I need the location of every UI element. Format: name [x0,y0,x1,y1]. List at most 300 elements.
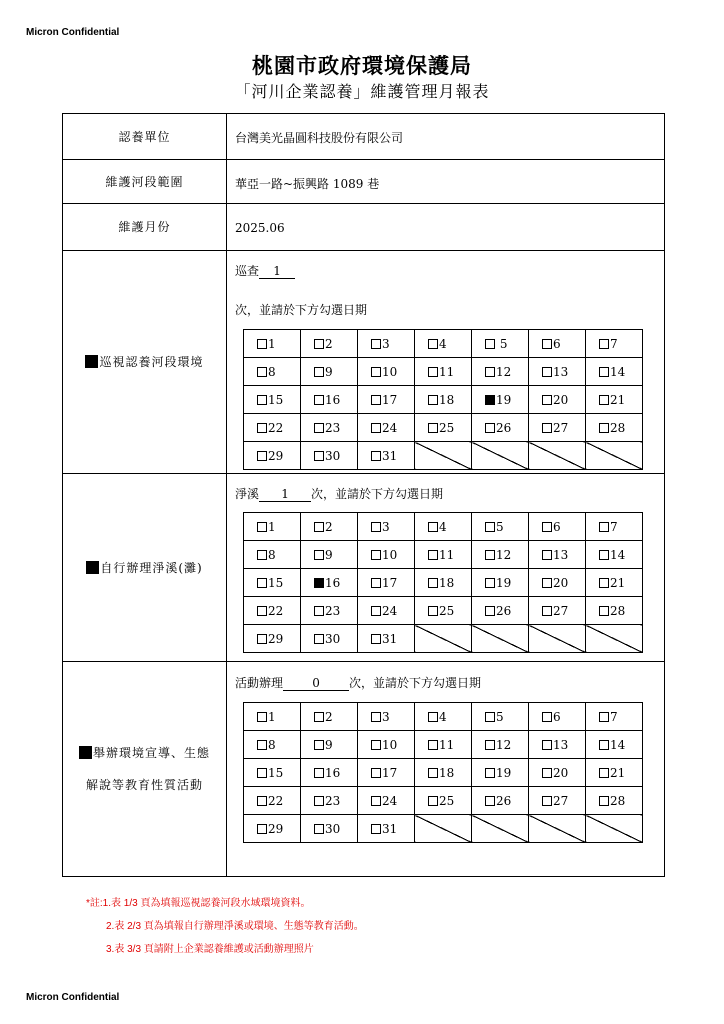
day-cell [301,731,358,759]
day-checkbox[interactable] [542,578,552,588]
day-label: 10 [382,737,398,752]
day-label: 15 [268,392,284,407]
day-checkbox[interactable] [542,395,552,405]
section-checkbox[interactable] [79,746,92,759]
note-2: 2.表 2/3 頁為填報自行辦理淨溪或環境、生態等教育活動。 [106,921,364,932]
day-checkbox[interactable] [371,395,381,405]
day-label: 19 [496,765,512,780]
day-cell [415,703,472,731]
empty-day-cell [415,442,472,470]
day-checkbox[interactable] [257,451,267,461]
day-label: 11 [439,737,455,752]
day-label: 30 [325,448,341,463]
day-cell [244,731,301,759]
day-grid [243,702,643,843]
day-checkbox[interactable] [599,367,609,377]
document-subtitle: 「河川企業認養」維護管理月報表 [234,82,490,101]
day-checkbox[interactable] [371,367,381,377]
day-cell [586,513,643,541]
day-grid-row [244,541,643,569]
day-cell [529,513,586,541]
row-unit [63,114,664,160]
day-checkbox[interactable] [542,768,552,778]
day-cell [586,386,643,414]
day-label: 23 [325,420,341,435]
day-label: 19 [496,575,512,590]
day-label: 29 [268,631,284,646]
section-label: 舉辦環境宣導、生態 解說等教育性質活動 [63,662,227,876]
unit-value: 台灣美光晶圓科技股份有限公司 [235,131,404,145]
day-checkbox[interactable] [257,522,267,532]
day-cell [358,703,415,731]
day-label: 16 [325,765,341,780]
day-cell [415,513,472,541]
day-label: 25 [439,603,455,618]
count-line: 淨溪 1 次，並請於下方勾選日期 [235,487,444,501]
day-grid-row [244,815,643,843]
day-cell [586,414,643,442]
day-cell [244,703,301,731]
day-grid-row [244,703,643,731]
day-checkbox[interactable] [371,522,381,532]
day-cell [415,358,472,386]
day-label: 3 [382,336,390,351]
day-checkbox[interactable] [428,339,438,349]
day-grid-row [244,513,643,541]
day-checkbox[interactable] [314,578,324,588]
day-cell [244,597,301,625]
day-checkbox[interactable] [599,550,609,560]
day-cell [301,358,358,386]
confidential-mark-bottom: Micron Confidential [26,992,120,1003]
day-cell [301,759,358,787]
day-cell [529,787,586,815]
day-label: 8 [268,547,276,562]
day-cell [358,731,415,759]
day-checkbox[interactable] [599,768,609,778]
day-label: 10 [382,547,398,562]
day-label: 21 [610,575,626,590]
day-label: 18 [439,575,455,590]
day-label: 6 [553,336,561,351]
day-cell [244,442,301,470]
day-label: 9 [325,364,333,379]
empty-day-cell [472,625,529,653]
day-label: 5 [496,336,508,351]
instruction-line: 次，並請於下方勾選日期 [235,303,368,317]
day-checkbox[interactable] [314,395,324,405]
day-checkbox[interactable] [542,740,552,750]
day-label: 26 [496,793,512,808]
day-cell [358,386,415,414]
day-checkbox[interactable] [428,712,438,722]
empty-day-cell [529,815,586,843]
day-label: 20 [553,765,569,780]
day-label: 14 [610,364,626,379]
note-3: 3.表 3/3 頁請附上企業認養維護或活動辦理照片 [106,944,314,955]
day-cell [301,625,358,653]
day-label: 14 [610,737,626,752]
day-label: 26 [496,420,512,435]
day-checkbox[interactable] [314,522,324,532]
day-grid-row [244,625,643,653]
day-cell [358,759,415,787]
range-value-cell [227,160,664,203]
row-month [63,204,664,251]
day-label: 1 [268,336,276,351]
day-checkbox[interactable] [314,451,324,461]
day-checkbox[interactable] [314,796,324,806]
day-cell [415,597,472,625]
day-checkbox[interactable] [314,423,324,433]
day-checkbox[interactable] [314,712,324,722]
day-cell [586,597,643,625]
day-label: 30 [325,821,341,836]
day-label: 7 [610,336,618,351]
day-cell [358,414,415,442]
count-line: 巡查 1 [235,262,295,279]
day-checkbox[interactable] [257,367,267,377]
day-checkbox[interactable] [485,423,495,433]
day-checkbox[interactable] [485,796,495,806]
empty-day-cell [586,442,643,470]
month-value: 2025.06 [235,221,285,235]
day-grid [243,512,643,653]
day-checkbox[interactable] [257,796,267,806]
day-cell [472,386,529,414]
day-label: 21 [610,765,626,780]
day-label: 22 [268,420,284,435]
day-label: 26 [496,603,512,618]
day-cell [301,703,358,731]
day-checkbox[interactable] [371,606,381,616]
day-cell [529,569,586,597]
day-checkbox[interactable] [599,395,609,405]
day-checkbox[interactable] [314,768,324,778]
day-label: 12 [496,547,512,562]
day-label: 8 [268,364,276,379]
day-cell [529,759,586,787]
day-cell [358,513,415,541]
day-cell [472,414,529,442]
day-label: 3 [382,519,390,534]
day-label: 17 [382,575,398,590]
day-cell [529,414,586,442]
day-checkbox[interactable] [428,796,438,806]
day-label: 13 [553,737,569,752]
day-cell [529,731,586,759]
day-label: 7 [610,519,618,534]
day-checkbox[interactable] [542,339,552,349]
day-cell [301,513,358,541]
day-cell [586,731,643,759]
day-cell [586,569,643,597]
day-cell [415,414,472,442]
count-value: 1 [259,487,311,502]
day-cell [244,759,301,787]
day-label: 29 [268,821,284,836]
day-checkbox[interactable] [485,606,495,616]
day-checkbox[interactable] [314,824,324,834]
day-checkbox[interactable] [485,339,495,349]
day-label: 12 [496,737,512,752]
day-checkbox[interactable] [485,712,495,722]
report-table [62,113,665,877]
day-cell [472,759,529,787]
day-checkbox[interactable] [314,606,324,616]
range-value: 華亞一路~振興路 1089 巷 [235,177,380,191]
day-label: 3 [382,709,390,724]
section-cleanup [63,474,664,662]
day-cell [529,358,586,386]
empty-day-cell [529,625,586,653]
day-label: 4 [439,336,447,351]
day-cell [472,513,529,541]
day-label: 2 [325,709,333,724]
day-checkbox[interactable] [371,634,381,644]
day-checkbox[interactable] [599,578,609,588]
day-checkbox[interactable] [485,550,495,560]
day-label: 28 [610,420,626,435]
day-label: 27 [553,420,569,435]
day-checkbox[interactable] [257,712,267,722]
count-line: 活動辦理 0 次，並請於下方勾選日期 [235,676,482,690]
day-checkbox[interactable] [257,395,267,405]
day-label: 9 [325,737,333,752]
day-checkbox[interactable] [599,339,609,349]
day-cell [472,330,529,358]
empty-day-cell [472,442,529,470]
section-checkbox[interactable] [85,355,98,368]
day-checkbox[interactable] [485,768,495,778]
day-checkbox[interactable] [599,712,609,722]
day-checkbox[interactable] [257,423,267,433]
day-checkbox[interactable] [428,423,438,433]
day-cell [586,330,643,358]
day-cell [415,330,472,358]
day-cell [472,703,529,731]
day-label: 17 [382,765,398,780]
day-checkbox[interactable] [371,550,381,560]
day-checkbox[interactable] [542,367,552,377]
day-label: 23 [325,603,341,618]
day-checkbox[interactable] [542,550,552,560]
section-checkbox[interactable] [86,561,99,574]
day-checkbox[interactable] [599,796,609,806]
day-checkbox[interactable] [485,578,495,588]
section-patrol [63,251,664,474]
day-grid-row [244,442,643,470]
day-label: 30 [325,631,341,646]
day-label: 1 [268,519,276,534]
day-checkbox[interactable] [599,522,609,532]
day-cell [358,442,415,470]
day-cell [358,541,415,569]
day-checkbox[interactable] [371,451,381,461]
day-cell [244,787,301,815]
day-checkbox[interactable] [257,634,267,644]
day-grid-row [244,759,643,787]
empty-day-cell [586,815,643,843]
day-cell [586,358,643,386]
empty-day-cell [415,815,472,843]
day-cell [301,787,358,815]
empty-day-cell [586,625,643,653]
day-label: 25 [439,793,455,808]
row-range [63,160,664,204]
day-label: 9 [325,547,333,562]
day-checkbox[interactable] [599,423,609,433]
day-cell [415,759,472,787]
day-label: 2 [325,519,333,534]
day-checkbox[interactable] [314,634,324,644]
day-label: 16 [325,575,341,590]
day-checkbox[interactable] [257,550,267,560]
day-checkbox[interactable] [371,824,381,834]
day-label: 15 [268,575,284,590]
day-checkbox[interactable] [542,423,552,433]
day-grid-row [244,330,643,358]
day-checkbox[interactable] [371,578,381,588]
day-checkbox[interactable] [599,606,609,616]
day-cell [358,597,415,625]
note-1: *註:1.表 1/3 頁為填報巡視認養河段水域環境資料。 [86,898,311,909]
day-checkbox[interactable] [314,740,324,750]
day-label: 11 [439,364,455,379]
day-checkbox[interactable] [257,824,267,834]
day-checkbox[interactable] [371,740,381,750]
day-checkbox[interactable] [257,740,267,750]
day-checkbox[interactable] [257,768,267,778]
month-value-cell [227,204,664,250]
day-label: 18 [439,765,455,780]
day-label: 6 [553,709,561,724]
day-checkbox[interactable] [371,768,381,778]
day-checkbox[interactable] [257,339,267,349]
day-checkbox[interactable] [314,367,324,377]
day-label: 27 [553,793,569,808]
day-label: 14 [610,547,626,562]
day-label: 28 [610,793,626,808]
day-checkbox[interactable] [428,606,438,616]
confidential-mark-top: Micron Confidential [26,27,120,38]
day-cell [244,541,301,569]
day-checkbox[interactable] [485,522,495,532]
document-title: 桃園市政府環境保護局 [252,53,472,78]
day-cell [586,759,643,787]
day-checkbox[interactable] [428,522,438,532]
day-label: 21 [610,392,626,407]
day-cell [301,541,358,569]
day-checkbox[interactable] [257,578,267,588]
day-label: 12 [496,364,512,379]
section-label: 巡視認養河段環境 [63,251,227,473]
day-checkbox[interactable] [428,550,438,560]
month-label: 維護月份 [63,204,227,250]
day-checkbox[interactable] [542,712,552,722]
day-label: 4 [439,519,447,534]
day-checkbox[interactable] [599,740,609,750]
day-checkbox[interactable] [542,796,552,806]
day-cell [301,386,358,414]
day-cell [358,569,415,597]
day-label: 6 [553,519,561,534]
day-cell [415,731,472,759]
day-label: 19 [496,392,512,407]
day-cell [472,731,529,759]
day-cell [358,815,415,843]
day-label: 11 [439,547,455,562]
unit-label: 認養單位 [63,114,227,159]
day-cell [244,569,301,597]
day-label: 13 [553,364,569,379]
day-label: 16 [325,392,341,407]
day-label: 5 [496,709,504,724]
day-label: 24 [382,793,398,808]
day-cell [358,358,415,386]
day-checkbox[interactable] [428,367,438,377]
day-label: 8 [268,737,276,752]
day-label: 2 [325,336,333,351]
day-checkbox[interactable] [428,768,438,778]
day-grid-row [244,358,643,386]
day-cell [244,625,301,653]
day-checkbox[interactable] [371,712,381,722]
day-checkbox[interactable] [542,606,552,616]
day-checkbox[interactable] [485,367,495,377]
day-cell [358,330,415,358]
day-checkbox[interactable] [257,606,267,616]
day-cell [415,569,472,597]
day-grid-row [244,787,643,815]
day-grid-row [244,386,643,414]
unit-value-cell [227,114,664,159]
day-label: 29 [268,448,284,463]
count-value: 1 [259,264,295,279]
day-cell [301,442,358,470]
day-cell [244,358,301,386]
day-checkbox[interactable] [485,740,495,750]
day-label: 22 [268,793,284,808]
day-checkbox[interactable] [485,395,495,405]
section-label: 自行辦理淨溪(灘) [63,474,227,661]
day-checkbox[interactable] [428,578,438,588]
day-cell [586,787,643,815]
day-cell [529,597,586,625]
day-checkbox[interactable] [371,423,381,433]
day-cell [358,625,415,653]
day-cell [472,597,529,625]
section-label-line2: 解說等教育性質活動 [85,778,203,792]
day-checkbox[interactable] [371,796,381,806]
day-label: 17 [382,392,398,407]
day-cell [472,569,529,597]
day-cell [415,541,472,569]
range-label: 維護河段範圍 [63,160,227,203]
day-checkbox[interactable] [314,550,324,560]
day-checkbox[interactable] [314,339,324,349]
day-cell [244,330,301,358]
day-cell [529,541,586,569]
day-label: 18 [439,392,455,407]
count-value: 0 [283,676,349,691]
day-label: 13 [553,547,569,562]
day-checkbox[interactable] [428,395,438,405]
day-label: 22 [268,603,284,618]
day-checkbox[interactable] [542,522,552,532]
day-checkbox[interactable] [428,740,438,750]
day-checkbox[interactable] [371,339,381,349]
